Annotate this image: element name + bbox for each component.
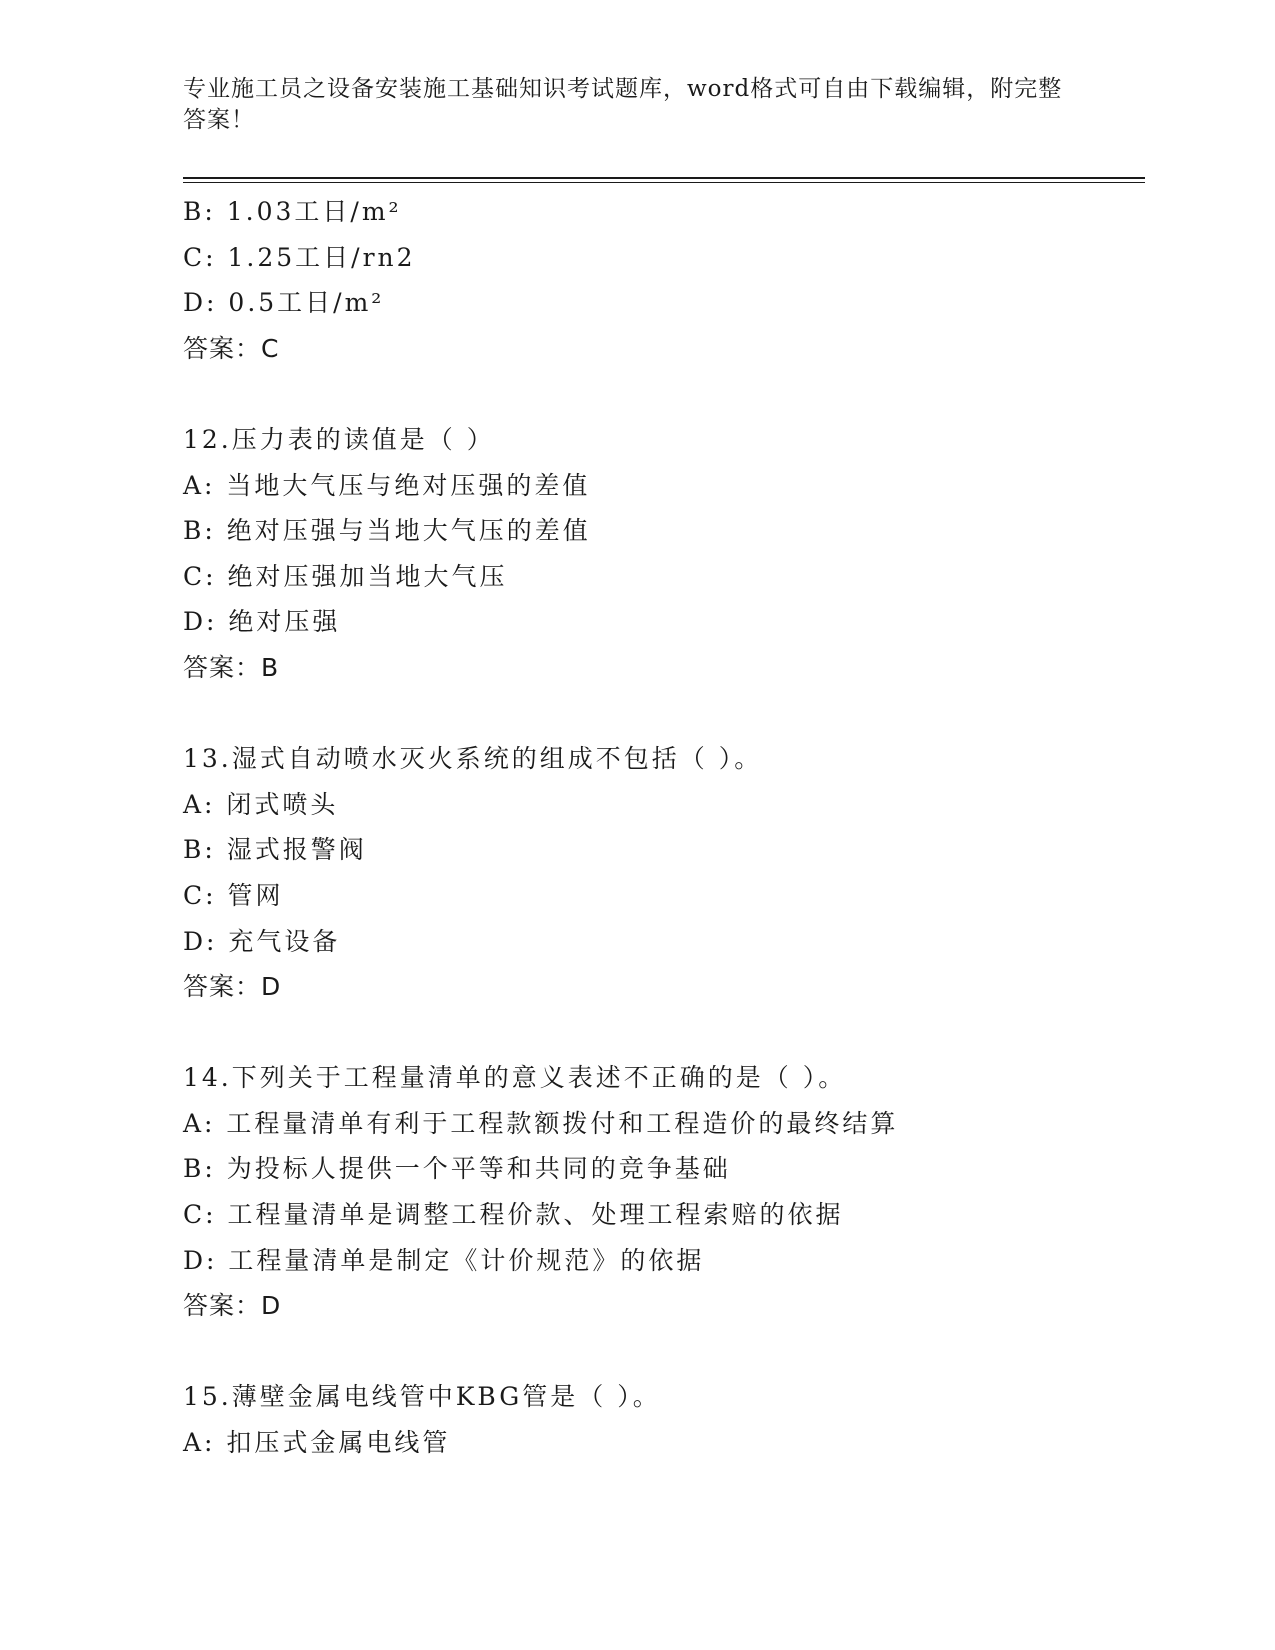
option-b: B: 绝对压强与当地大气压的差值 <box>183 516 591 546</box>
option-c: C: 1.25工日/rn2 <box>183 242 416 272</box>
header-divider-thin <box>183 182 1145 183</box>
block-spacer <box>183 371 1143 417</box>
option-c: C: 管网 <box>183 880 284 910</box>
option-a: A: 工程量清单有利于工程款额拨付和工程造价的最终结算 <box>183 1108 899 1138</box>
question-text: 15.薄壁金属电线管中KBG管是（ ）。 <box>183 1382 661 1412</box>
option-c: C: 绝对压强加当地大气压 <box>183 561 508 591</box>
option-b: B: 1.03工日/m² <box>183 197 402 226</box>
question-block-14 <box>183 1055 1143 1329</box>
option-b: B: 为投标人提供一个平等和共同的竞争基础 <box>183 1154 731 1184</box>
answer-line: 答案：B <box>183 652 280 682</box>
question-list <box>183 189 1143 1466</box>
option-a: A: 闭式喷头 <box>183 789 339 819</box>
option-d: D: 工程量清单是制定《计价规范》的依据 <box>183 1245 705 1275</box>
option-a: A: 扣压式金属电线管 <box>183 1428 451 1458</box>
page-header: 专业施工员之设备安装施工基础知识考试题库，word格式可自由下载编辑，附完整答案！ <box>183 76 1063 133</box>
block-spacer <box>183 1010 1143 1056</box>
question-text: 12.压力表的读值是（ ） <box>183 424 495 454</box>
answer-line: 答案：D <box>183 972 282 1002</box>
question-block-12 <box>183 417 1143 691</box>
answer-line: 答案：D <box>183 1291 282 1321</box>
question-block-15 <box>183 1374 1143 1465</box>
option-c: C: 工程量清单是调整工程价款、处理工程索赔的依据 <box>183 1200 844 1230</box>
question-block-continuation <box>183 189 1143 371</box>
option-b: B: 湿式报警阀 <box>183 835 367 865</box>
header-divider-thick <box>183 177 1145 179</box>
option-d: D: 充气设备 <box>183 926 341 956</box>
answer-line: 答案：C <box>183 333 280 363</box>
option-d: D: 绝对压强 <box>183 607 341 637</box>
block-spacer <box>183 1329 1143 1375</box>
option-d: D: 0.5工日/m² <box>183 288 385 318</box>
question-text: 14.下列关于工程量清单的意义表述不正确的是（ ）。 <box>183 1063 847 1093</box>
question-text: 13.湿式自动喷水灭火系统的组成不包括（ ）。 <box>183 744 763 774</box>
block-spacer <box>183 691 1143 737</box>
option-a: A: 当地大气压与绝对压强的差值 <box>183 470 591 500</box>
question-block-13 <box>183 736 1143 1010</box>
